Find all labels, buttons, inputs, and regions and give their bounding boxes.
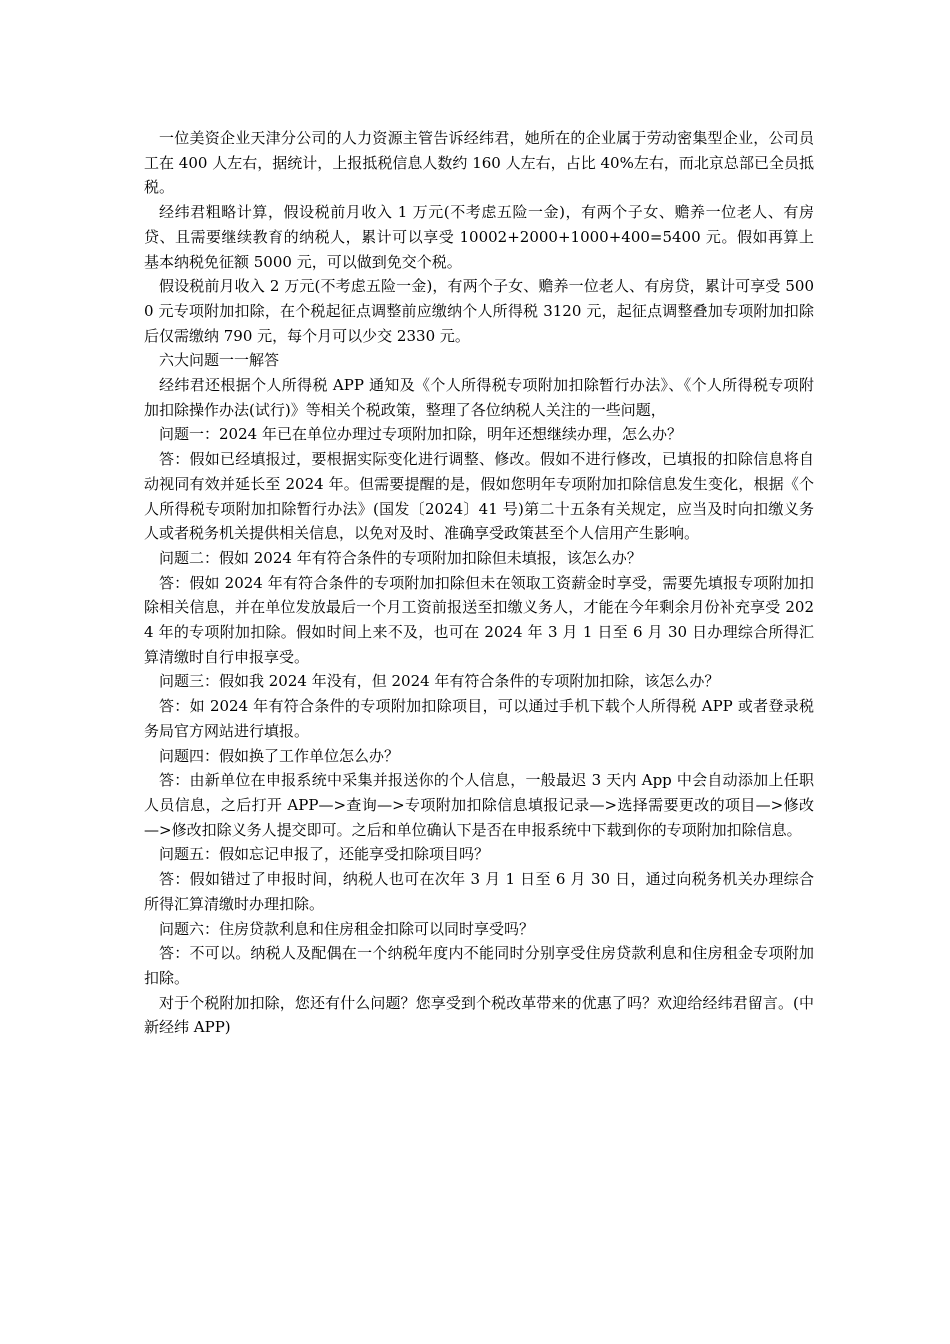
question-2: 问题二：假如 2024 年有符合条件的专项附加扣除但未填报，该怎么办？ <box>159 548 642 567</box>
paragraph-policy-intro: 经纬君还根据个人所得税 APP 通知及《个人所得税专项附加扣除暂行办法》、《个人所得税专项附加扣除操作办法(试行)》等相关个税政策，整理了各位纳税人关注的一些问题， <box>144 376 814 419</box>
answer-1: 答：假如已经填报过，要根据实际变化进行调整、修改。假如不进行修改，已填报的扣除信息将自动视同有效并延长至 2024 年。但需要提醒的是，假如您明年专项附加扣除信息发生变化，根据《个人所得税专项附加扣除暂行办法》(国发〔2024〕41 号)第二十五条有关规定，应当及时向扣缴义务人或者税务机关提供相关信息，以免对及时、准确享受政策甚至个人信用产生影响。 <box>144 450 814 543</box>
question-3: 问题三：假如我 2024 年没有，但 2024 年有符合条件的专项附加扣除，该怎么办？ <box>159 672 720 691</box>
question-6: 问题六：住房贷款利息和住房租金扣除可以同时享受吗？ <box>159 919 535 938</box>
document-page <box>144 126 814 1040</box>
question-1: 问题一：2024 年已在单位办理过专项附加扣除，明年还想继续办理，怎么办？ <box>159 425 682 444</box>
answer-2: 答：假如 2024 年有符合条件的专项附加扣除但未在领取工资薪金时享受，需要先填报专项附加扣除相关信息，并在单位发放最后一个月工资前报送至扣缴义务人，才能在今年剩余月份补充享受 2024 年的专项附加扣除。假如时间上来不及，也可在 2024 年 3 月 1 日至 6 月 30 日办理综合所得汇算清缴时自行申报享受。 <box>144 573 814 666</box>
answer-3: 答：如 2024 年有符合条件的专项附加扣除项目，可以通过手机下载个人所得税 APP 或者登录税务局官方网站进行填报。 <box>144 697 814 740</box>
paragraph-calc-20k: 假设税前月收入 2 万元(不考虑五险一金)，有两个子女、赡养一位老人、有房贷，累计可享受 5000 元专项附加扣除，在个税起征点调整前应缴纳个人所得税 3120 元，起征点调整叠加专项附加扣除后仅需缴纳 790 元，每个月可以少交 2330 元。 <box>144 277 814 345</box>
answer-5: 答：假如错过了申报时间，纳税人也可在次年 3 月 1 日至 6 月 30 日，通过向税务机关办理综合所得汇算清缴时办理扣除。 <box>144 870 814 913</box>
paragraph-calc-10k: 经纬君粗略计算，假设税前月收入 1 万元(不考虑五险一金)，有两个子女、赡养一位老人、有房贷、且需要继续教育的纳税人，累计可以享受 10002+2000+1000+400=5400 元。假如再算上基本纳税免征额 5000 元，可以做到免交个税。 <box>144 203 814 271</box>
paragraph-intro-hr-manager: 一位美资企业天津分公司的人力资源主管告诉经纬君，她所在的企业属于劳动密集型企业，公司员工在 400 人左右，据统计，上报抵税信息人数约 160 人左右，占比 40%左右，而北京总部已全员抵税。 <box>144 129 814 197</box>
answer-4: 答：由新单位在申报系统中采集并报送你的个人信息，一般最迟 3 天内 App 中会自动添加上任职人员信息，之后打开 APP—>查询—>专项附加扣除信息填报记录—>选择需要更改的项目—>修改—>修改扣除义务人提交即可。之后和单位确认下是否在申报系统中下载到你的专项附加扣除信息。 <box>144 771 814 839</box>
answer-6: 答：不可以。纳税人及配偶在一个纳税年度内不能同时分别享受住房贷款利息和住房租金专项附加扣除。 <box>144 944 814 987</box>
question-5: 问题五：假如忘记申报了，还能享受扣除项目吗？ <box>159 845 490 864</box>
paragraph-closing: 对于个税附加扣除，您还有什么问题？您享受到个税改革带来的优惠了吗？欢迎给经纬君留言。(中新经纬 APP) <box>144 993 814 1037</box>
section-heading-six-questions: 六大问题一一解答 <box>159 351 280 370</box>
question-4: 问题四：假如换了工作单位怎么办？ <box>159 746 400 765</box>
